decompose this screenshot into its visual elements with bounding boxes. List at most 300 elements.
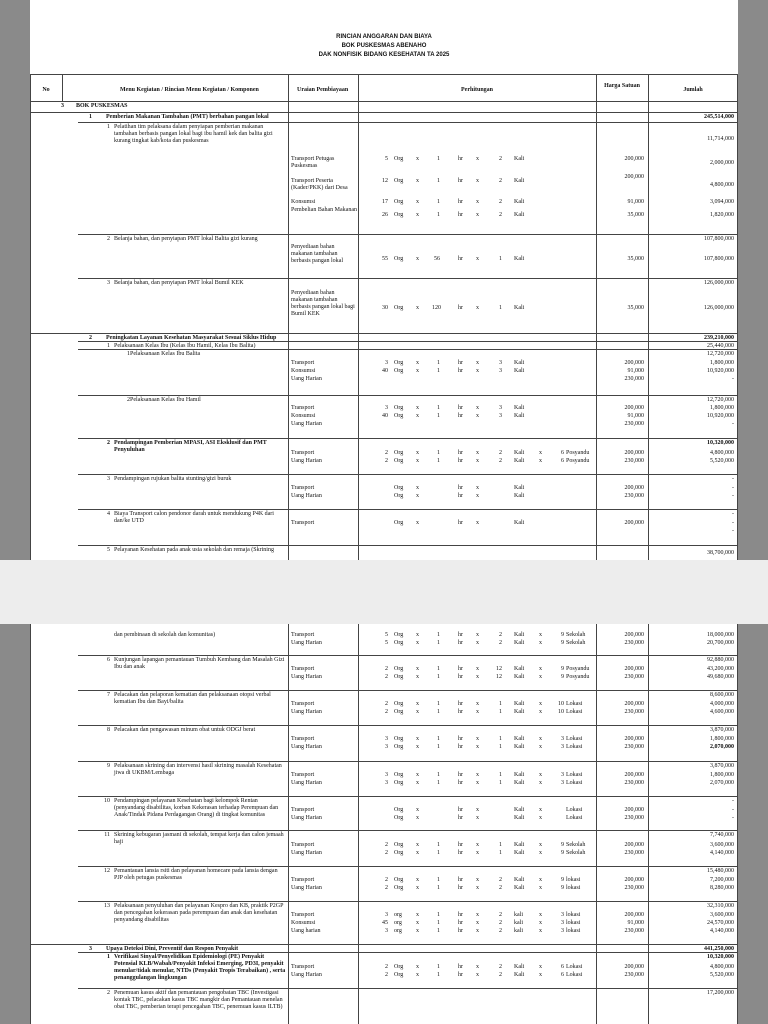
times-sign: x bbox=[476, 632, 479, 638]
row-unit-1: Org bbox=[394, 493, 404, 499]
row-unit-price: 200,000 bbox=[624, 912, 644, 918]
times-sign: x bbox=[416, 674, 419, 680]
times-sign: x bbox=[476, 640, 479, 646]
row-menu-text: Verifikasi Sinyal/Penyelidikan Epidemiologi (PE) Penyakit Potensial KLB/Wabah/Penyakit Infeksi Emerging, PD3I, penyakit menular/tidak menular, NTDs (Penyakit Tropis Terabaikan) , serta penanggulangan lingkungan bbox=[114, 954, 286, 981]
row-qty-2: 1 bbox=[437, 458, 440, 464]
row-unit-4: Posyandu bbox=[566, 450, 590, 456]
row-qty-1: 55 bbox=[382, 256, 388, 262]
row-number: 1 bbox=[107, 124, 110, 130]
row-qty-4: 3 bbox=[561, 772, 564, 778]
row-qty-2: 1 bbox=[437, 772, 440, 778]
row-qty-3: 2 bbox=[499, 964, 502, 970]
row-unit-2: hr bbox=[458, 485, 463, 491]
row-qty-3: 2 bbox=[499, 885, 502, 891]
row-unit-price: 230,000 bbox=[624, 640, 644, 646]
times-sign: x bbox=[476, 772, 479, 778]
header-bottom-rule bbox=[30, 101, 738, 102]
row-qty-2: 1 bbox=[437, 972, 440, 978]
row-unit-2: hr bbox=[458, 199, 463, 205]
row-unit-price: 200,000 bbox=[624, 360, 644, 366]
row-unit-4: Posyandu bbox=[566, 458, 590, 464]
row-unit-price: 230,000 bbox=[624, 972, 644, 978]
times-sign: x bbox=[476, 199, 479, 205]
row-unit-3: Kali bbox=[514, 485, 525, 491]
row-unit-price: 230,000 bbox=[624, 376, 644, 382]
row-menu-text: Penemuan kasus aktif dan pemantauan pengobatan TBC (Investigasi kontak TBC, pelacakan kasus TBC mangkir dan Pemantauan menelan obat TBC, pemberian terapi pencegahan TBC, penemuan kasus ILTB) bbox=[114, 990, 283, 1010]
row-amount: 1,800,000 bbox=[710, 405, 734, 411]
row-unit-price: 230,000 bbox=[624, 885, 644, 891]
row-uraian: Transport bbox=[291, 736, 315, 742]
row-unit-3: Kali bbox=[514, 493, 525, 499]
row-qty-1: 45 bbox=[382, 920, 388, 926]
row-uraian: Transport Peserta (Kader/PKK) dari Desa bbox=[291, 178, 348, 191]
row-unit-3: Kali bbox=[514, 877, 525, 883]
row-uraian: Uang Harian bbox=[291, 885, 322, 891]
row-uraian: Transport bbox=[291, 877, 315, 883]
row-menu-text: Pelaksanaan Kelas Ibu (Kelas Ibu Hamil, Kelas Ibu Balita) bbox=[114, 343, 256, 349]
row-amount: 245,514,000 bbox=[704, 114, 734, 120]
row-separator bbox=[78, 725, 738, 726]
row-separator bbox=[78, 690, 738, 691]
times-sign: x bbox=[476, 912, 479, 918]
times-sign: x bbox=[539, 709, 542, 715]
row-unit-price: 35,000 bbox=[627, 305, 644, 311]
row-amount: 1,820,000 bbox=[710, 212, 734, 218]
times-sign: x bbox=[539, 972, 542, 978]
row-qty-1: 5 bbox=[385, 640, 388, 646]
col-divider-uraian bbox=[358, 624, 359, 1024]
row-unit-1: Org bbox=[394, 842, 404, 848]
times-sign: x bbox=[476, 368, 479, 374]
row-qty-3: 2 bbox=[499, 912, 502, 918]
times-sign: x bbox=[416, 709, 419, 715]
row-qty-3: 12 bbox=[496, 666, 502, 672]
row-amount: 4,140,000 bbox=[710, 850, 734, 856]
row-unit-price: 230,000 bbox=[624, 709, 644, 715]
row-unit-1: Org bbox=[394, 772, 404, 778]
row-qty-3: 1 bbox=[499, 709, 502, 715]
row-menu-text: Pendampingan pelayanan Kesehatan bagi kelompok Rentan (penyandang disabilitas, korban Kekerasan terhadap Perempuan dan Anak/Tindak Pidana Perdagangan Orang) di tingkat komunitas bbox=[114, 798, 279, 818]
times-sign: x bbox=[416, 928, 419, 934]
row-unit-3: kali bbox=[514, 912, 523, 918]
times-sign: x bbox=[476, 964, 479, 970]
row-unit-3: Kali bbox=[514, 156, 525, 162]
times-sign: x bbox=[476, 928, 479, 934]
row-menu-text: Pendampingan Pemberian MPASI, ASI Eksklusif dan PMT Penyuluhan bbox=[114, 440, 267, 453]
row-qty-3: 2 bbox=[499, 928, 502, 934]
row-unit-price: 230,000 bbox=[624, 928, 644, 934]
row-unit-1: Org bbox=[394, 156, 404, 162]
row-amount: - bbox=[732, 528, 734, 534]
row-amount: - bbox=[732, 815, 734, 821]
row-unit-2: hr bbox=[458, 256, 463, 262]
row-separator bbox=[78, 341, 738, 342]
times-sign: x bbox=[416, 972, 419, 978]
row-amount: 4,140,000 bbox=[710, 928, 734, 934]
row-qty-4: 10 bbox=[558, 709, 564, 715]
row-unit-price: 230,000 bbox=[624, 493, 644, 499]
row-amount: - bbox=[732, 476, 734, 482]
row-separator bbox=[30, 944, 738, 945]
row-qty-3: 3 bbox=[499, 405, 502, 411]
row-qty-1: 3 bbox=[385, 744, 388, 750]
row-unit-1: Org bbox=[394, 212, 404, 218]
row-unit-2: hr bbox=[458, 458, 463, 464]
row-separator bbox=[78, 438, 738, 439]
row-qty-4: 6 bbox=[561, 450, 564, 456]
row-unit-3: Kali bbox=[514, 674, 525, 680]
row-separator bbox=[78, 655, 738, 656]
times-sign: x bbox=[476, 877, 479, 883]
row-qty-1: 2 bbox=[385, 972, 388, 978]
row-number: 3 bbox=[107, 476, 110, 482]
row-qty-2: 1 bbox=[437, 666, 440, 672]
doc-subtitle-dak: DAK NONFISIK BIDANG KESEHATAN TA 2025 bbox=[318, 52, 450, 58]
row-unit-3: Kali bbox=[514, 368, 525, 374]
row-unit-2: hr bbox=[458, 360, 463, 366]
row-unit-1: Org bbox=[394, 736, 404, 742]
row-unit-2: hr bbox=[458, 632, 463, 638]
row-qty-2: 1 bbox=[437, 920, 440, 926]
times-sign: x bbox=[416, 458, 419, 464]
row-uraian: Uang Harian bbox=[291, 421, 322, 427]
row-uraian: Transport Petugas Puskesmas bbox=[291, 156, 335, 169]
times-sign: x bbox=[476, 807, 479, 813]
row-amount: 4,800,000 bbox=[710, 964, 734, 970]
row-qty-2: 120 bbox=[432, 305, 441, 311]
row-qty-4: 3 bbox=[561, 780, 564, 786]
doc-subtitle-puskesmas: BOK PUSKESMAS ABENAHO bbox=[341, 43, 427, 49]
row-qty-1: 17 bbox=[382, 199, 388, 205]
row-menu-text: Pelacakan dan pelaporan kematian dan pelaksanaan otopsi verbal kematian Ibu dan Bayi/balita bbox=[114, 692, 271, 705]
row-unit-3: Kali bbox=[514, 360, 525, 366]
row-uraian: Transport bbox=[291, 666, 315, 672]
row-unit-3: Kali bbox=[514, 736, 525, 742]
times-sign: x bbox=[416, 178, 419, 184]
row-unit-1: Org bbox=[394, 199, 404, 205]
row-amount: 12,720,000 bbox=[707, 351, 734, 357]
row-unit-price: 91,000 bbox=[627, 413, 644, 419]
row-amount: 2,070,000 bbox=[710, 744, 734, 750]
row-uraian: Transport bbox=[291, 520, 315, 526]
times-sign: x bbox=[476, 815, 479, 821]
row-unit-1: Org bbox=[394, 632, 404, 638]
row-qty-1: 3 bbox=[385, 928, 388, 934]
row-qty-2: 1 bbox=[437, 709, 440, 715]
row-unit-2: hr bbox=[458, 156, 463, 162]
row-unit-4: Lokasi bbox=[566, 780, 583, 786]
times-sign: x bbox=[416, 256, 419, 262]
row-unit-price: 200,000 bbox=[624, 877, 644, 883]
times-sign: x bbox=[539, 912, 542, 918]
row-qty-1: 2 bbox=[385, 842, 388, 848]
row-qty-4: 10 bbox=[558, 701, 564, 707]
row-qty-4: 9 bbox=[561, 674, 564, 680]
times-sign: x bbox=[539, 450, 542, 456]
row-unit-4: Lokasi bbox=[566, 807, 583, 813]
row-qty-3: 1 bbox=[499, 842, 502, 848]
row-unit-2: hr bbox=[458, 305, 463, 311]
row-unit-price: 200,000 bbox=[624, 450, 644, 456]
row-menu-text: Pelaksanaan Kelas Ibu Hamil bbox=[130, 397, 201, 403]
row-qty-1: 2 bbox=[385, 709, 388, 715]
row-qty-2: 1 bbox=[437, 842, 440, 848]
row-qty-1: 2 bbox=[385, 458, 388, 464]
times-sign: x bbox=[416, 885, 419, 891]
row-amount: - bbox=[732, 493, 734, 499]
row-unit-price: 200,000 bbox=[624, 842, 644, 848]
row-uraian: Transport bbox=[291, 405, 315, 411]
row-number: 13 bbox=[104, 903, 110, 909]
row-qty-2: 1 bbox=[437, 674, 440, 680]
row-uraian: Konsumsi bbox=[291, 199, 316, 205]
row-unit-1: Org bbox=[394, 520, 404, 526]
row-unit-3: Kali bbox=[514, 701, 525, 707]
row-unit-price: 230,000 bbox=[624, 744, 644, 750]
row-amount: 3,094,000 bbox=[710, 199, 734, 205]
row-unit-4: lokasi bbox=[566, 920, 581, 926]
row-menu-text: Pelatihan tim pelaksana dalam penyiapan pemberian makanan tambahan berbasis pangan lokal bagi ibu hamil kek dan balita gizi kurang tingkat kab/kota dan puskesmas bbox=[114, 124, 273, 144]
row-menu-text: Pelacakan dan pengawasan minum obat untuk ODGJ berat bbox=[114, 727, 256, 733]
row-number: 1 bbox=[89, 114, 92, 120]
row-qty-1: 2 bbox=[385, 450, 388, 456]
times-sign: x bbox=[476, 674, 479, 680]
times-sign: x bbox=[539, 666, 542, 672]
row-uraian: Transport bbox=[291, 912, 315, 918]
times-sign: x bbox=[416, 199, 419, 205]
row-unit-3: Kali bbox=[514, 807, 525, 813]
row-unit-2: hr bbox=[458, 413, 463, 419]
times-sign: x bbox=[476, 360, 479, 366]
row-qty-4: 3 bbox=[561, 928, 564, 934]
row-amount: 32,310,000 bbox=[707, 903, 734, 909]
row-uraian: Uang Harian bbox=[291, 744, 322, 750]
row-unit-1: Org bbox=[394, 709, 404, 715]
row-unit-2: hr bbox=[458, 178, 463, 184]
row-menu-text: Pemantauan lansia rsiti dan pelayanan homecare pada lansia dengan PJP oleh petugas puskesmas bbox=[114, 868, 278, 881]
times-sign: x bbox=[539, 736, 542, 742]
row-qty-3: 3 bbox=[499, 360, 502, 366]
times-sign: x bbox=[476, 156, 479, 162]
times-sign: x bbox=[476, 485, 479, 491]
row-unit-3: Kali bbox=[514, 640, 525, 646]
row-qty-4: 9 bbox=[561, 632, 564, 638]
row-amount: 126,000,000 bbox=[704, 280, 734, 286]
times-sign: x bbox=[539, 842, 542, 848]
row-unit-price: 230,000 bbox=[624, 850, 644, 856]
times-sign: x bbox=[476, 305, 479, 311]
row-qty-2: 1 bbox=[437, 632, 440, 638]
row-unit-2: hr bbox=[458, 920, 463, 926]
times-sign: x bbox=[539, 674, 542, 680]
row-unit-4: Sekolah bbox=[566, 640, 586, 646]
col-divider-uraian bbox=[358, 74, 359, 560]
row-unit-1: Org bbox=[394, 360, 404, 366]
row-separator bbox=[78, 278, 738, 279]
row-unit-2: hr bbox=[458, 842, 463, 848]
row-unit-4: Lokasi bbox=[566, 815, 583, 821]
times-sign: x bbox=[476, 413, 479, 419]
row-unit-4: Sekolah bbox=[566, 632, 586, 638]
row-unit-price: 91,000 bbox=[627, 199, 644, 205]
row-number: 4 bbox=[107, 511, 110, 517]
row-menu-text: Peningkatan Layanan Kesehatan Masyarakat Sesuai Siklus Hidup bbox=[106, 335, 277, 341]
row-unit-2: hr bbox=[458, 493, 463, 499]
row-qty-1: 2 bbox=[385, 701, 388, 707]
row-qty-3: 12 bbox=[496, 674, 502, 680]
row-unit-3: Kali bbox=[514, 178, 525, 184]
row-separator bbox=[78, 509, 738, 510]
row-uraian: Transport bbox=[291, 485, 315, 491]
row-unit-2: hr bbox=[458, 780, 463, 786]
row-number: 1 bbox=[107, 343, 110, 349]
row-unit-3: Kali bbox=[514, 964, 525, 970]
row-unit-2: hr bbox=[458, 964, 463, 970]
times-sign: x bbox=[416, 485, 419, 491]
row-unit-2: hr bbox=[458, 212, 463, 218]
row-qty-2: 1 bbox=[437, 964, 440, 970]
row-unit-2: hr bbox=[458, 666, 463, 672]
col-divider-menu bbox=[288, 74, 289, 560]
times-sign: x bbox=[539, 850, 542, 856]
times-sign: x bbox=[539, 964, 542, 970]
row-unit-3: Kali bbox=[514, 520, 525, 526]
times-sign: x bbox=[416, 640, 419, 646]
row-unit-1: Org bbox=[394, 815, 404, 821]
row-unit-1: Org bbox=[394, 850, 404, 856]
row-unit-3: Kali bbox=[514, 256, 525, 262]
header-top-rule bbox=[30, 74, 738, 75]
row-unit-3: Kali bbox=[514, 709, 525, 715]
row-amount: 4,000,000 bbox=[710, 701, 734, 707]
row-unit-4: lokasi bbox=[566, 877, 581, 883]
row-qty-4: 9 bbox=[561, 877, 564, 883]
row-amount: 126,000,000 bbox=[704, 305, 734, 311]
border-right bbox=[737, 74, 738, 560]
row-separator bbox=[78, 952, 738, 953]
row-qty-2: 1 bbox=[437, 178, 440, 184]
row-separator bbox=[78, 901, 738, 902]
row-number: 6 bbox=[107, 657, 110, 663]
row-qty-4: 6 bbox=[561, 458, 564, 464]
row-uraian: Transport bbox=[291, 701, 315, 707]
row-unit-price: 230,000 bbox=[624, 815, 644, 821]
row-menu-text: Biaya Transport calon pendonor darah untuk mendukung P4K dari dan/ke UTD bbox=[114, 511, 274, 524]
row-amount: - bbox=[732, 421, 734, 427]
row-qty-1: 3 bbox=[385, 780, 388, 786]
row-unit-1: Org bbox=[394, 485, 404, 491]
row-amount: 3,870,000 bbox=[710, 727, 734, 733]
col-divider-menu bbox=[288, 624, 289, 1024]
row-uraian: Uang Harian bbox=[291, 376, 322, 382]
row-qty-3: 1 bbox=[499, 256, 502, 262]
times-sign: x bbox=[476, 850, 479, 856]
row-uraian: Penyediaan bahan makanan tambahan berbasis pangan lokal bbox=[291, 244, 343, 264]
row-unit-price: 91,000 bbox=[627, 368, 644, 374]
row-unit-4: Lokasi bbox=[566, 709, 583, 715]
row-uraian: Pembelian Bahan Makanan bbox=[291, 207, 357, 213]
times-sign: x bbox=[539, 458, 542, 464]
times-sign: x bbox=[476, 885, 479, 891]
row-uraian: Konsumsi bbox=[291, 368, 316, 374]
row-qty-2: 1 bbox=[437, 744, 440, 750]
row-unit-3: Kali bbox=[514, 450, 525, 456]
row-unit-3: Kali bbox=[514, 458, 525, 464]
row-unit-price: 91,000 bbox=[627, 920, 644, 926]
row-unit-1: Org bbox=[394, 368, 404, 374]
row-amount: - bbox=[732, 485, 734, 491]
times-sign: x bbox=[476, 493, 479, 499]
times-sign: x bbox=[539, 920, 542, 926]
row-amount: 441,250,000 bbox=[704, 946, 734, 952]
row-unit-price: 200,000 bbox=[624, 666, 644, 672]
row-separator bbox=[78, 122, 738, 123]
row-qty-3: 1 bbox=[499, 736, 502, 742]
row-qty-1: 2 bbox=[385, 877, 388, 883]
row-qty-2: 1 bbox=[437, 368, 440, 374]
row-unit-4: lokasi bbox=[566, 912, 581, 918]
row-menu-text: Skrining kebugaran jasmani di sekolah, tempat kerja dan calon jemaah haji bbox=[114, 832, 284, 845]
times-sign: x bbox=[416, 736, 419, 742]
row-amount: 15,480,000 bbox=[707, 868, 734, 874]
row-qty-3: 1 bbox=[499, 701, 502, 707]
times-sign: x bbox=[416, 368, 419, 374]
row-qty-4: 9 bbox=[561, 640, 564, 646]
row-qty-4: 9 bbox=[561, 842, 564, 848]
row-amount: 20,700,000 bbox=[707, 640, 734, 646]
row-qty-3: 2 bbox=[499, 920, 502, 926]
times-sign: x bbox=[416, 666, 419, 672]
row-qty-1: 3 bbox=[385, 405, 388, 411]
row-uraian: Transport bbox=[291, 450, 315, 456]
row-unit-2: hr bbox=[458, 807, 463, 813]
row-unit-1: Org bbox=[394, 877, 404, 883]
border-left bbox=[30, 624, 31, 1024]
row-unit-2: hr bbox=[458, 744, 463, 750]
row-uraian: Uang harian bbox=[291, 928, 321, 934]
row-uraian: Transport bbox=[291, 842, 315, 848]
row-unit-4: Sekolah bbox=[566, 850, 586, 856]
row-qty-3: 1 bbox=[499, 772, 502, 778]
row-qty-4: 9 bbox=[561, 850, 564, 856]
row-number: 2 bbox=[107, 236, 110, 242]
row-qty-4: 3 bbox=[561, 736, 564, 742]
row-unit-3: kali bbox=[514, 928, 523, 934]
row-amount: 7,200,000 bbox=[710, 877, 734, 883]
row-unit-3: kali bbox=[514, 920, 523, 926]
row-amount: 25,440,000 bbox=[707, 343, 734, 349]
times-sign: x bbox=[416, 493, 419, 499]
times-sign: x bbox=[539, 780, 542, 786]
row-unit-price: 200,000 bbox=[624, 736, 644, 742]
times-sign: x bbox=[416, 807, 419, 813]
row-qty-4: 9 bbox=[561, 666, 564, 672]
times-sign: x bbox=[476, 405, 479, 411]
row-unit-1: org bbox=[394, 928, 402, 934]
row-unit-price: 200,000 bbox=[624, 701, 644, 707]
times-sign: x bbox=[476, 520, 479, 526]
times-sign: x bbox=[416, 744, 419, 750]
row-qty-3: 1 bbox=[499, 780, 502, 786]
times-sign: x bbox=[476, 736, 479, 742]
row-menu-text: BOK PUSKESMAS bbox=[76, 103, 128, 109]
row-menu-text: Belanja bahan, dan penyiapan PMT lokal Balita gizi kurang bbox=[114, 236, 258, 242]
row-unit-4: Sekolah bbox=[566, 842, 586, 848]
row-unit-1: Org bbox=[394, 885, 404, 891]
row-qty-1: 2 bbox=[385, 964, 388, 970]
row-amount: 4,800,000 bbox=[710, 450, 734, 456]
col-header-jumlah: Jumlah bbox=[683, 87, 703, 93]
